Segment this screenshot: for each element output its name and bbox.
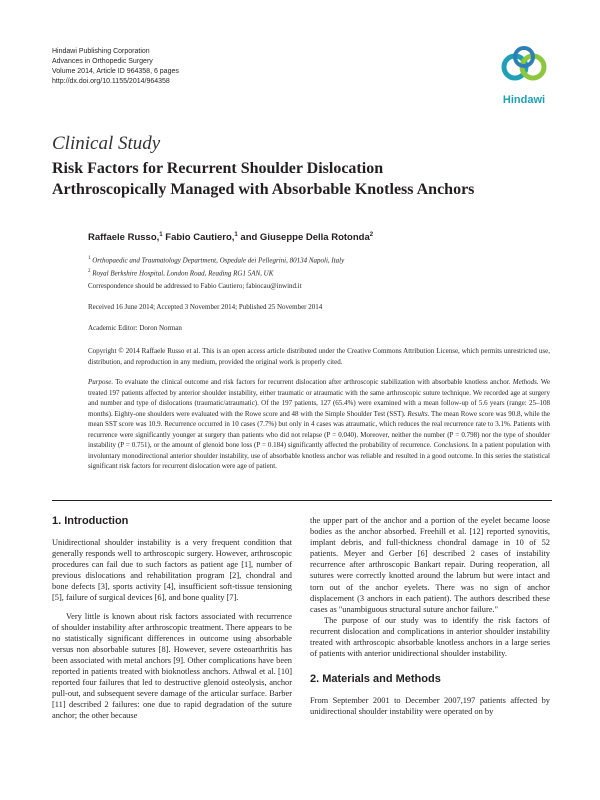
copyright-notice: Copyright © 2014 Raffaele Russo et al. This is an open access article distributed under the Creative Commons Attribution License, which permits unrestricted use, distribution, and reproduction in any medium, provided the original work is properly cited.	[88, 347, 550, 366]
publisher-name: Hindawi Publishing Corporation	[52, 48, 150, 55]
section-divider	[52, 500, 552, 501]
intro-paragraph-3: the upper part of the anchor and a portion of the eyelet became loose bodies as the anchor absorbed. Freehill et al. [12] reported synovitis, implant debris, and full-thickness chondral damage in 10 of 52 patients. Meyer and Gerber [6] described 2 cases of instability recurrence after arthroscopic Bankart repair. During reoperation, all sutures were correctly knotted around the labrum but were intact and torn out of the anchor eyelets. There was no sign of anchor displacement (3 anchors in each patient). The authors described these cases as "unambiguous structural suture anchor failure."	[310, 516, 550, 614]
title-line-2: Arthroscopically Managed with Absorbable Knotless Anchors	[52, 181, 475, 198]
article-dates: Received 16 June 2014; Accepted 3 November 2014; Published 25 November 2014	[88, 303, 323, 311]
introduction-heading: 1. Introduction	[52, 515, 129, 527]
author-3: and Giuseppe Della Rotonda	[237, 232, 370, 244]
author-1: Raffaele Russo,	[88, 232, 160, 244]
hindawi-logo-text: Hindawi	[502, 94, 546, 106]
affiliations	[88, 253, 344, 280]
abstract-results: The mean Rowe score was 90.8, while the mean SST score was 10.9. Recurrence occurred in 10 cases (7.7%) but only in 4 cases was atraumatic, which reduces the real recurrence rate to 3.1%. Patients with recurrence were significantly younger at surgery than patients who did not relapse (P = 0.040). Moreover, neither the number (P = 0.798) nor the type of shoulder instability (P = 0.751), or the amount of glenoid bone loss (P = 0.184) significantly affected the probability of recurrence.	[88, 409, 550, 449]
abstract-purpose: To evaluate the clinical outcome and risk factors for recurrent dislocation after arthroscopic stabilization with absorbable knotless anchor.	[113, 378, 511, 386]
affiliation-1-text: Orthopaedic and Traumatology Department, Ospedale dei Pellegrini, 80134 Napoli, Italy	[92, 256, 345, 265]
left-column	[52, 515, 292, 722]
hindawi-logo	[496, 43, 552, 111]
abstract-conclusions: In a patient population with involuntary monodirectional anterior shoulder instability, use of absorbable knotless anchor was reliable and resulted in a good outcome. In this series the statistical significant risk factors for recurrent dislocation were age of patient.	[88, 441, 550, 470]
author-3-affil: 2	[369, 232, 374, 238]
intro-paragraph-4: The purpose of our study was to identify the risk factors of recurrent dislocation and complications in anterior shoulder instability treated with arthroscopic absorbable knotless anchors in a large series of patients with anterior unidirectional shoulder instability.	[310, 615, 550, 659]
abstract-methods-label: Methods.	[510, 378, 539, 386]
author-2-affil: 1	[234, 232, 238, 238]
article-title	[52, 158, 552, 200]
author-list	[88, 232, 373, 243]
hindawi-logo-rings-icon	[496, 43, 552, 93]
doi-link[interactable]: http://dx.doi.org/10.1155/2014/964358	[52, 78, 170, 85]
journal-header	[52, 47, 179, 87]
methods-heading: 2. Materials and Methods	[310, 673, 441, 686]
affiliation-1-num: 1	[88, 256, 91, 261]
affiliation-1	[88, 253, 344, 266]
abstract-conclusions-label: Conclusions.	[431, 441, 470, 449]
journal-name: Advances in Orthopedic Surgery	[52, 58, 153, 65]
correspondence: Correspondence should be addressed to Fabio Cautiero; fabiocau@inwind.it	[88, 282, 302, 290]
affiliation-2-num: 2	[88, 269, 91, 275]
abstract-methods: We treated 197 patients affected by anterior shoulder instability, either traumatic or atraumatic with the same arthroscopic suture technique. We recorded age at surgery and number and type of dislocations (traumatic/atraumatic). Of the 197 patients, 127 (65.4%) were examined with a mean follow-up of 5.6 years (range: 25–108 months). Eighty-one shoulders were evaluated with the Rowe score and 48 with the Simple Shoulder Test (SST).	[88, 378, 551, 418]
academic-editor: Academic Editor: Doron Norman	[88, 324, 182, 332]
author-1-affil: 1	[159, 232, 163, 238]
abstract-purpose-label: Purpose.	[88, 378, 114, 386]
author-2: Fabio Cautiero,	[162, 232, 235, 244]
abstract	[88, 377, 550, 472]
abstract-results-label: Results.	[405, 409, 430, 418]
intro-paragraph-2: Very little is known about risk factors associated with recurrence of shoulder instability after arthroscopic treatment. There appears to be no statistically significant differences in outcome using absorbable versus non absorbable sutures [8]. However, severe osteoarthritis has been associated with metal anchors [9]. Other complications have been reported in patients treated with bioknotless anchors. Athwal et al. [10] reported four failures that led to destructive glenoid osteolysis, anchor pull-out, and subsequent severe damage of the articular surface. Barber [11] described 2 failures: one due to rapid degradation of the suture anchor; the other because	[52, 611, 292, 721]
intro-paragraph-1: Unidirectional shoulder instability is a very frequent condition that generally responds well to arthroscopic surgery. However, arthroscopic procedures can fail due to such factors as patient age [1], number of previous dislocations and rehabilitation program [2], chondral and bone defects [3], sports activity [4], insufficient soft-tissue tensioning [5], failure of surgical devices [6], and bone quality [7].	[52, 538, 292, 603]
title-line-1: Risk Factors for Recurrent Shoulder Dislocation	[52, 160, 384, 177]
affiliation-2-text: Royal Berkshire Hospital, London Road, Reading RG1 5AN, UK	[92, 269, 274, 278]
right-column	[310, 515, 550, 717]
volume-info: Volume 2014, Article ID 964358, 6 pages	[52, 68, 179, 75]
affiliation-2	[88, 266, 344, 279]
methods-paragraph-1: From September 2001 to December 2007,197 patients affected by unidirectional shoulder instability were operated on by	[310, 696, 550, 717]
study-type: Clinical Study	[52, 133, 161, 154]
